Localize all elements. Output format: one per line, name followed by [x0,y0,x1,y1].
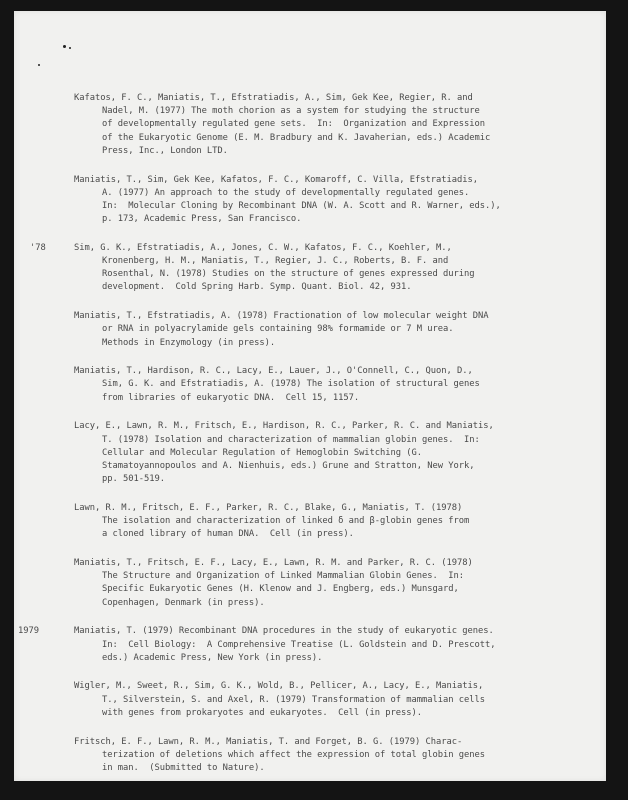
reference-entry [74,310,564,350]
reference-line: in man. (Submitted to Nature). [102,762,265,773]
reference-line: Specific Eukaryotic Genes (H. Klenow and J. Engberg, eds.) Munsgard, [102,584,459,595]
reference-entry [74,420,564,486]
reference-entry [30,242,564,295]
margin-annotation: '78 [30,242,46,253]
reference-line: Rosenthal, N. (1978) Studies on the structure of genes expressed during [102,269,475,280]
reference-line: The Structure and Organization of Linked Mammalian Globin Genes. In: [102,571,464,582]
reference-line: Stamatoyannopoulos and A. Nienhuis, eds.) Grune and Stratton, New York, [102,460,475,471]
reference-line: a cloned library of human DNA. Cell (in press). [102,529,354,540]
reference-line: of the Eukaryotic Genome (E. M. Bradbury and K. Javaherian, eds.) Academic [102,132,491,143]
reference-line: terization of deletions which affect the expression of total globin genes [102,749,485,760]
margin-annotation: 1979 [18,626,39,637]
reference-line: Lacy, E., Lawn, R. M., Fritsch, E., Hardison, R. C., Parker, R. C. and Maniatis, [74,421,494,432]
reference-line: development. Cold Spring Harb. Symp. Quant. Biol. 42, 931. [102,282,412,293]
reference-line: Copenhagen, Denmark (in press). [102,597,265,608]
ink-speck [63,45,66,48]
reference-line: A. (1977) An approach to the study of developmentally regulated genes. [102,187,470,198]
reference-list [18,92,564,791]
reference-entry [74,680,564,720]
reference-line: In: Cell Biology: A Comprehensive Treatise (L. Goldstein and D. Prescott, [102,639,496,650]
reference-entry [74,365,564,405]
reference-line: Wigler, M., Sweet, R., Sim, G. K., Wold, B., Pellicer, A., Lacy, E., Maniatis, [74,681,484,692]
ink-speck [38,64,40,66]
reference-line: T., Silverstein, S. and Axel, R. (1979) Transformation of mammalian cells [102,694,485,705]
reference-line: with genes from prokaryotes and eukaryotes. Cell (in press). [102,707,423,718]
reference-line: eds.) Academic Press, New York (in press). [102,652,323,663]
reference-line: Maniatis, T., Hardison, R. C., Lacy, E., Lauer, J., O'Connell, C., Quon, D., [74,366,473,377]
reference-line: In: Molecular Cloning by Recombinant DNA (W. A. Scott and R. Warner, eds.), [102,200,501,211]
reference-line: of developmentally regulated gene sets. In: Organization and Expression [102,119,485,130]
reference-entry [74,92,564,158]
reference-line: T. (1978) Isolation and characterization of mammalian globin genes. In: [102,434,480,445]
reference-entry [74,736,564,776]
reference-entry [18,625,564,665]
reference-line: Maniatis, T. (1979) Recombinant DNA procedures in the study of eukaryotic genes. [74,626,494,637]
reference-line: Nadel, M. (1977) The moth chorion as a system for studying the structure [102,106,480,117]
reference-line: The isolation and characterization of linked δ and β-globin genes from [102,516,470,527]
reference-line: Sim, G. K. and Efstratiadis, A. (1978) The isolation of structural genes [102,379,480,390]
reference-line: Maniatis, T., Sim, Gek Kee, Kafatos, F. C., Komaroff, C. Villa, Efstratiadis, [74,174,478,185]
reference-entry [74,502,564,542]
reference-line: Fritsch, E. F., Lawn, R. M., Maniatis, T. and Forget, B. G. (1979) Charac- [74,736,463,747]
ink-speck [69,47,71,49]
reference-line: Methods in Enzymology (in press). [102,337,276,348]
reference-line: p. 173, Academic Press, San Francisco. [102,214,302,225]
reference-entry [74,174,564,227]
reference-line: Kafatos, F. C., Maniatis, T., Efstratiadis, A., Sim, Gek Kee, Regier, R. and [74,93,473,103]
reference-line: Press, Inc., London LTD. [102,145,228,156]
reference-line: from libraries of eukaryotic DNA. Cell 15, 1157. [102,392,360,403]
reference-line: Cellular and Molecular Regulation of Hemoglobin Switching (G. [102,447,423,458]
reference-line: or RNA in polyacrylamide gels containing 98% formamide or 7 M urea. [102,324,454,335]
reference-line: Maniatis, T., Efstratiadis, A. (1978) Fractionation of low molecular weight DNA [74,311,489,322]
reference-line: Kronenberg, H. M., Maniatis, T., Regier, J. C., Roberts, B. F. and [102,256,449,267]
reference-line: Maniatis, T., Fritsch, E. F., Lacy, E., Lawn, R. M. and Parker, R. C. (1978) [74,557,473,568]
reference-entry [74,557,564,610]
reference-line: Sim, G. K., Efstratiadis, A., Jones, C. W., Kafatos, F. C., Koehler, M., [74,242,452,253]
reference-line: pp. 501-519. [102,474,165,485]
reference-line: Lawn, R. M., Fritsch, E. F., Parker, R. C., Blake, G., Maniatis, T. (1978) [74,502,463,513]
